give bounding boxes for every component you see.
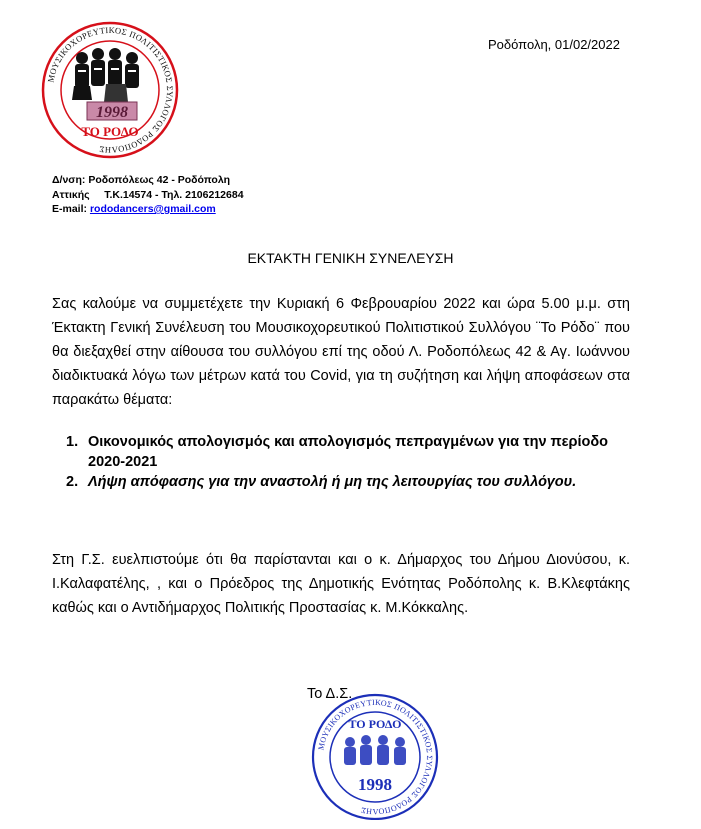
- postal-row: [52, 188, 244, 203]
- agenda-item-number: 1.: [66, 434, 79, 450]
- agenda-item-text: Λήψη απόφασης για την αναστολή ή μη της λειτουργίας του συλλόγου.: [88, 474, 577, 490]
- agenda-list: [52, 432, 612, 492]
- club-stamp: [305, 690, 445, 820]
- svg-text:ΜΟΥΣΙΚΟΧΟΡΕΥΤΙΚΟΣ ΠΟΛΙΤΙΣΤΙΚΟΣ: [316, 698, 434, 816]
- agenda-item-text: Οικονομικός απολογισμός και απολογισμός πεπραγμένων για την περίοδο 2020-2021: [88, 434, 609, 470]
- agenda-item: [52, 472, 612, 492]
- logo-ring-text: ΜΟΥΣΙΚΟΧΟΡΕΥΤΙΚΟΣ ΠΟΛΙΤΙΣΤΙΚΟΣ ΣΥΛΛΟΓΟΣ ΡΟΔΟΠΟΛΗΣ: [45, 24, 176, 156]
- address-text: Ροδοπόλεως 42 - Ροδόπολη: [88, 174, 231, 186]
- contact-block: [52, 173, 244, 217]
- stamp-ring-text: ΜΟΥΣΙΚΟΧΟΡΕΥΤΙΚΟΣ ΠΟΛΙΤΙΣΤΙΚΟΣ ΣΥΛΛΟΓΟΣ ΡΟΔΟΠΟΛΗΣ: [316, 697, 435, 817]
- email-row: [52, 202, 244, 217]
- address-row: [52, 173, 244, 188]
- club-logo: [40, 20, 180, 160]
- agenda-item-number: 2.: [66, 474, 79, 490]
- region-label: Αττικής: [52, 188, 90, 201]
- document-date: Ροδόπολη, 01/02/2022: [488, 37, 620, 52]
- logo-year: 1998: [96, 104, 128, 121]
- address-label: Δ/νση:: [52, 174, 86, 186]
- agenda-item: [52, 432, 612, 472]
- attendees-paragraph: Στη Γ.Σ. ευελπιστούμε ότι θα παρίστανται και ο κ. Δήμαρχος του Δήμου Διονύσου, κ. Ι.Καλαφατέλης, , και ο Πρόεδρος της Δημοτικής Ενότητας Ροδόπολης κ. Β.Κλεφτάκης καθώς και ο Αντιδήμαρχος Πολιτικής Προστασίας κ. Μ.Κόκκαλης.: [52, 552, 630, 616]
- logo-name: ΤΟ ΡΟΔΟ: [81, 124, 139, 139]
- email-label: E-mail:: [52, 203, 88, 215]
- email-link[interactable]: rododancers@gmail.com: [89, 203, 216, 215]
- stamp-year: 1998: [358, 775, 392, 794]
- postal-phone-text: Τ.Κ.14574 - Τηλ. 2106212684: [104, 188, 244, 201]
- document-title: ΕΚΤΑΚΤΗ ΓΕΝΙΚΗ ΣΥΝΕΛΕΥΣΗ: [247, 250, 454, 266]
- stamp-name: ΤΟ ΡΟΔΟ: [348, 717, 402, 731]
- signature-text: Το Δ.Σ.: [307, 686, 353, 702]
- invitation-paragraph: Σας καλούμε να συμμετέχετε την Κυριακή 6 Φεβρουαρίου 2022 και ώρα 5.00 μ.μ. στη Έκτακτη Γενική Συνέλευση του Μουσικοχορευτικού Πολιτιστικού Συλλόγου ¨Το Ρόδο¨ που θα διεξαχθεί στην αίθουσα του συλλόγου επί της οδού Λ. Ροδοπόλεως 42 & Αγ. Ιωάννου διαδικτυακά λόγω των μέτρων κατά του Covid, για τη συζήτηση και λήψη αποφάσεων στα παρακάτω θέματα:: [52, 296, 630, 408]
